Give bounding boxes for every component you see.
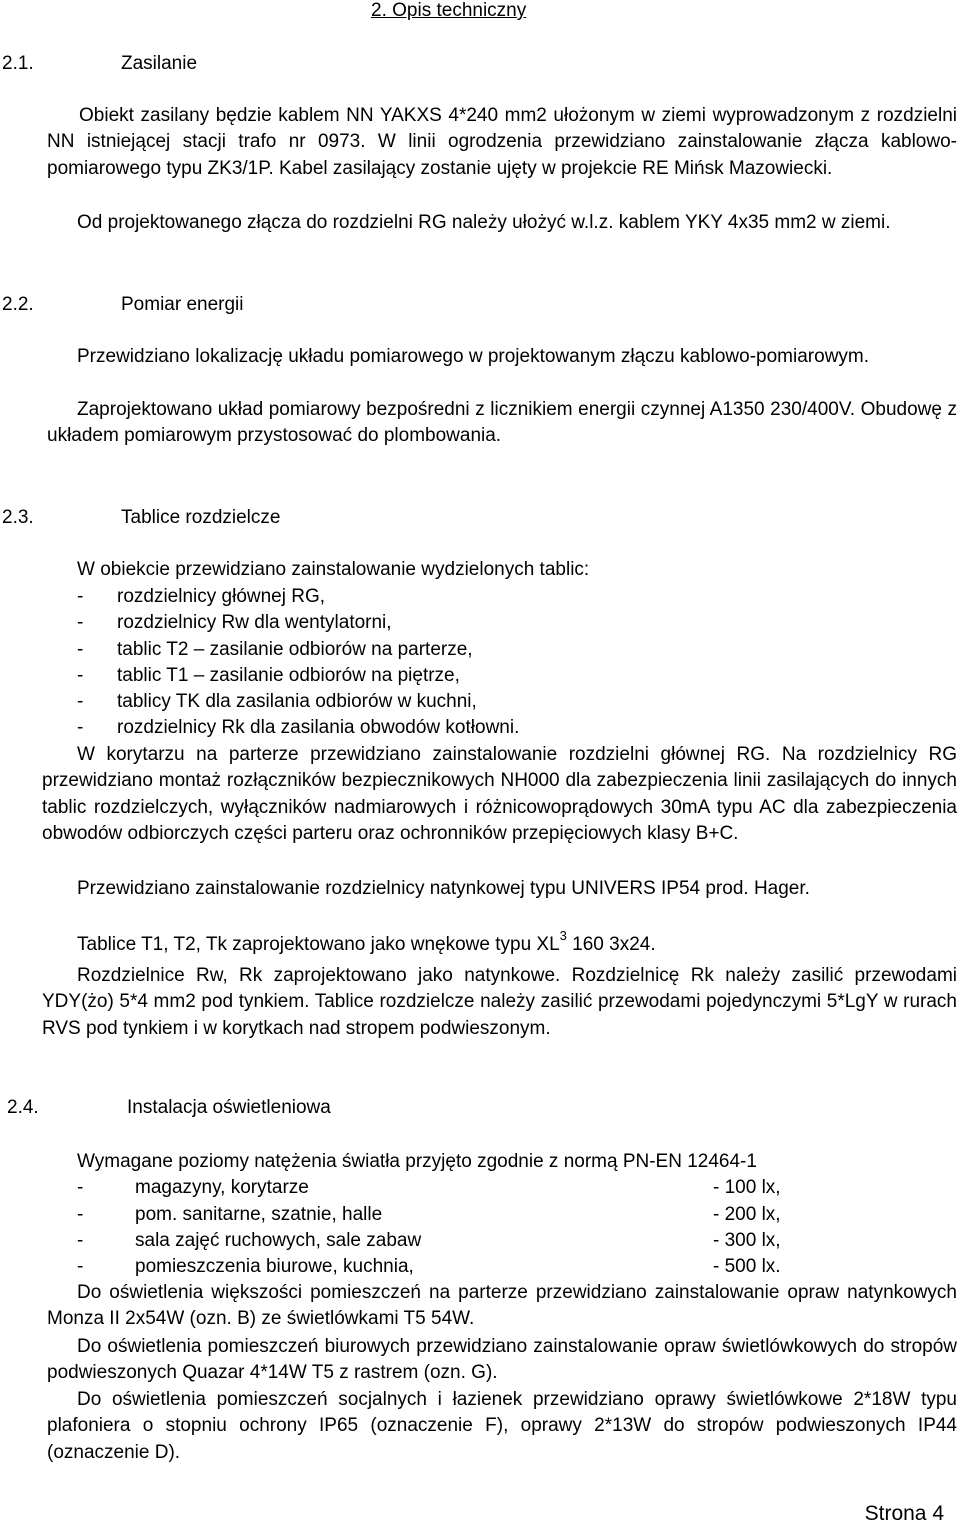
section-number-2-2: 2.2. [2,294,34,315]
section-number-2-1: 2.1. [2,53,34,74]
list-item: - tablicy TK dla zasilania odbiorów w kuchni, [77,691,477,713]
paragraph-tablice-intro: W obiekcie przewidziano zainstalowanie wydzielonych tablic: [77,559,590,580]
section-title-zasilanie: Zasilanie [121,53,198,74]
paragraph-oswietlenie-2: Do oświetlenia pomieszczeń biurowych przewidziano zainstalowanie opraw świetlówkowych do stropów podwieszonych Quazar 4*14W T5 z rastrem (ozn. G). [47,1336,957,1384]
section-title-tablice: Tablice rozdzielcze [121,507,281,528]
list-item: - pomieszczenia biurowe, kuchnia, - 500 lx. [77,1256,781,1277]
tablice-list [77,584,519,742]
list-item: - pom. sanitarne, szatnie, halle - 200 lx, [77,1204,781,1225]
paragraph-tablice-2: Przewidziano zainstalowanie rozdzielnicy natynkowej typu UNIVERS IP54 prod. Hager. [77,878,810,899]
paragraph-oswietlenie-1: Do oświetlenia większości pomieszczeń na parterze przewidziano zainstalowanie opraw natynkowych Monza II 2x54W (ozn. B) ze świetlówkami T5 54W. [47,1282,957,1330]
section-number-2-3: 2.3. [2,507,34,528]
paragraph-oswietlenie-intro: Wymagane poziomy natężenia światła przyjęto zgodnie z normą PN-EN 12464-1 [77,1151,757,1172]
superscript: 3 [559,927,567,943]
page-number: Strona 4 [864,1502,944,1525]
paragraph-tablice-3: Tablice T1, T2, Tk zaprojektowano jako wnękowe typu $XL^3$ 160 3x24. [77,927,656,955]
list-item: - magazyny, korytarze - 100 lx, [77,1177,781,1198]
paragraph-pomiar-2: Zaprojektowano układ pomiarowy bezpośredni z licznikiem energii czynnej A1350 230/400V. Obudowę z układem pomiarowym przystosować do plombowania. [47,399,957,447]
section-title-oswietlenie: Instalacja oświetleniowa [127,1097,331,1118]
paragraph-zasilanie-2: Od projektowanego złącza do rozdzielni RG należy ułożyć w.l.z. kablem YKY 4x35 mm2 w ziemi. [77,212,891,233]
list-item: - sala zajęć ruchowych, sale zabaw - 300 lx, [77,1230,781,1251]
list-item: - tablic T2 – zasilanie odbiorów na parterze, [77,638,473,660]
document-title: 2. Opis techniczny [371,0,527,21]
list-item: - rozdzielnicy głównej RG, [77,586,326,607]
paragraph-pomiar-1: Przewidziano lokalizację układu pomiarowego w projektowanym złączu kablowo-pomiarowym. [77,346,870,367]
list-item: - rozdzielnicy Rk dla zasilania obwodów kotłowni. [77,717,520,739]
paragraph-tablice-4: Rozdzielnice Rw, Rk zaprojektowano jako natynkowe. Rozdzielnicę Rk należy zasilić przewodami YDY(żo) 5*4 mm2 pod tynkiem. Tablice rozdzielcze należy zasilić przewodami pojedynczymi 5*LgY w rurach RVS pod tynkiem i w korytkach nad stropem podwieszonym. [42,965,957,1039]
section-number-2-4: 2.4. [7,1097,39,1118]
paragraph-zasilanie-1: Obiekt zasilany będzie kablem NN YAKXS 4*240 mm2 ułożonym w ziemi wyprowadzonym z rozdzielni NN istniejącej stacji trafo nr 0973. W linii ogrodzenia przewidziano zainstalowanie złącza kablowo-pomiarowego typu ZK3/1P. Kabel zasilający zostanie ujęty w projekcie RE Mińsk Mazowiecki. [47,105,957,179]
list-item: - tablic T1 – zasilanie odbiorów na piętrze, [77,664,460,686]
paragraph-tablice-1: W korytarzu na parterze przewidziano zainstalowanie rozdzielni głównej RG. Na rozdzielnicy RG przewidziano montaż rozłączników bezpiecznikowych NH000 dla zabezpieczenia linii zasilających do innych tablic rozdzielczych, wyłączników nadmiarowych i różnicowoprądowych 30mA typu AC dla zabezpieczenia obwodów odbiorczych części parteru oraz ochronników przepięciowych klasy B+C. [42,744,957,845]
section-title-pomiar-energii: Pomiar energii [121,294,244,315]
list-item: - rozdzielnicy Rw dla wentylatorni, [77,612,392,634]
paragraph-oswietlenie-3: Do oświetlenia pomieszczeń socjalnych i łazienek przewidziano oprawy świetlówkowe 2*18W typu plafoniera o stopniu ochrony IP65 (oznaczenie F), oprawy 2*13W do stropów podwieszonych IP44 (oznaczenie D). [47,1389,957,1463]
